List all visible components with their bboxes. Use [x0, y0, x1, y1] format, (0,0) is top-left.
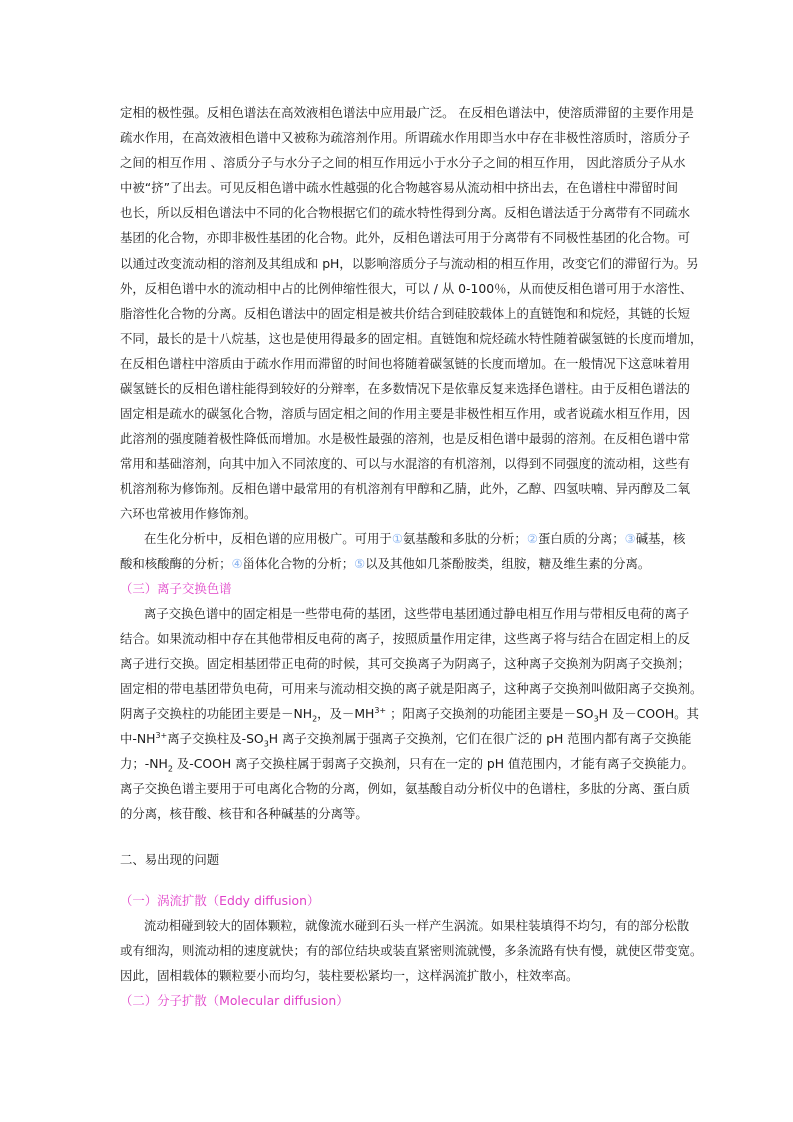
- paragraph-line: 脂溶性化合物的分离。反相色谱法中的固定相是被共价结合到硅胶载体上的直链饱和和烷烃，其链的长短: [120, 306, 690, 321]
- paragraph-line: 基团的化合物，亦即非极性基团的化合物。此外，反相色谱法可用于分离带有不同极性基团的化合物。可: [120, 230, 690, 245]
- paragraph-line: 以通过改变流动相的溶剂及其组成和 pH，以影响溶质分子与流动相的相互作用，改变它们的滞留行为。另: [120, 256, 699, 271]
- section-title-common-problems: 二、易出现的问题: [120, 852, 220, 867]
- section-heading-molecular-diffusion: （二）分子扩散（Molecular diffusion）: [120, 993, 349, 1008]
- paragraph-line: 阴离子交换柱的功能团主要是$-NH_2$，及$-MH^{3+}$ ；阳离子交换剂的功能团主要是$-SO_3H$ 及－COOH。其: [120, 705, 699, 724]
- paragraph-line: 不同，最长的是十八烷基，这也是使用得最多的固定相。直链饱和烷烃疏水特性随着碳氢链的长度而增加，: [120, 331, 703, 346]
- section-heading-ion-exchange: （三）离子交换色谱: [120, 581, 232, 596]
- paragraph-line: 或有细沟，则流动相的速度就快；有的部位结块或装直紧密则流就慢，多条流路有快有慢，就使区带变宽。: [120, 943, 703, 958]
- paragraph-line: 离子交换色谱中的固定相是一些带电荷的基团，这些带电基团通过静电相互作用与带相反电荷的离子: [144, 606, 690, 621]
- paragraph-line: 因此，固相载体的颗粒要小而均匀，装柱要松紧均一，这样涡流扩散小，柱效率高。: [120, 968, 579, 983]
- paragraph-line: 固定相的带电基团带负电荷，可用来与流动相交换的离子就是阳离子，这种离子交换剂叫做阳离子交换剂。: [120, 681, 703, 696]
- paragraph-line: 定相的极性强。反相色谱法在高效液相色谱法中应用最广泛。 在反相色谱法中，使溶质滞留的主要作用是: [120, 105, 694, 120]
- circled-number-3: ③: [624, 531, 636, 546]
- bio-applications-line: 在生化分析中，反相色谱的应用极广。可用于①氨基酸和多肽的分析；②蛋白质的分离；③碱基，核: [144, 531, 686, 546]
- paragraph-line: 六环也常被用作修饰剂。: [120, 506, 257, 521]
- paragraph-line: 流动相碰到较大的固体颗粒，就像流水碰到石头一样产生涡流。如果柱装填得不均匀，有的部分松散: [144, 918, 690, 933]
- circled-number-5: ⑤: [354, 556, 366, 571]
- paragraph-line: 疏水作用，在高效液相色谱中又被称为疏溶剂作用。所谓疏水作用即当水中存在非极性溶质时，溶质分子: [120, 130, 690, 145]
- paragraph-line: 之间的相互作用 、溶质分子与水分子之间的相互作用远小于水分子之间的相互作用， 因此溶质分子从水: [120, 155, 686, 170]
- paragraph-line: 外，反相色谱中水的流动相中占的比例伸缩性很大，可以 / 从 0-100％，从而使反相色谱可用于水溶性、: [120, 281, 693, 296]
- circled-number-1: ①: [391, 531, 403, 546]
- paragraph-line: 碳氢链长的反相色谱柱能得到较好的分辩率，在多数情况下是依靠反复来选择色谱柱。由于反相色谱法的: [120, 381, 690, 396]
- paragraph-line: 力；$-NH_2$ 及-COOH 离子交换柱属于弱离子交换剂，只有在一定的 pH 值范围内，才能有离子交换能力。: [120, 756, 694, 774]
- paragraph-line: 中被“挤”了出去。可见反相色谱中疏水性越强的化合物越容易从流动相中挤出去，在色谱柱中滞留时间: [120, 180, 679, 195]
- paragraph-line: 常用和基础溶剂，向其中加入不同浓度的、可以与水混溶的有机溶剂，以得到不同强度的流动相，这些有: [120, 456, 690, 471]
- section-heading-eddy-diffusion: （一）涡流扩散（Eddy diffusion）: [120, 893, 320, 908]
- paragraph-line: 此溶剂的强度随着极性降低而增加。水是极性最强的溶剂，也是反相色谱中最弱的溶剂。在反相色谱中常: [120, 431, 690, 446]
- paragraph-line: 中$-NH^{3+}$离子交换柱及$-SO_3H$ 离子交换剂属于强离子交换剂，它们在很广泛的 pH 范围内都有离子交换能: [120, 730, 692, 749]
- paragraph-line: 也长，所以反相色谱法中不同的化合物根据它们的疏水特性得到分离。反相色谱法适于分离带有不同疏水: [120, 205, 690, 220]
- paragraph-line: 离子交换色谱主要用于可电离化合物的分离，例如，氨基酸自动分析仪中的色谱柱，多肽的分离、蛋白质: [120, 781, 690, 796]
- paragraph-line: 的分离，核苷酸、核苷和各种碱基的分离等。: [120, 806, 368, 821]
- circled-number-2: ②: [526, 531, 538, 546]
- paragraph-line: 在反相色谱柱中溶质由于疏水作用而滞留的时间也将随着碳氢链的长度而增加。在一般情况下这意味着用: [120, 356, 690, 371]
- paragraph-line: 固定相是疏水的碳氢化合物，溶质与固定相之间的作用主要是非极性相互作用，或者说疏水相互作用，因: [120, 406, 690, 421]
- paragraph-line: 结合。如果流动相中存在其他带相反电荷的离子，按照质量作用定律，这些离子将与结合在固定相上的反: [120, 631, 690, 646]
- paragraph-line: 离子进行交换。固定相基团带正电荷的时候，其可交换离子为阴离子，这种离子交换剂为阴离子交换剂；: [120, 656, 690, 671]
- paragraph-line: 机溶剂称为修饰剂。反相色谱中最常用的有机溶剂有甲醇和乙腈，此外，乙醇、四氢呋喃、异丙醇及二氧: [120, 481, 690, 496]
- bio-applications-line: 酸和核酸酶的分析；④甾体化合物的分析；⑤以及其他如几茶酚胺类，组胺，糖及维生素的分离。: [120, 556, 651, 571]
- circled-number-4: ④: [231, 556, 243, 571]
